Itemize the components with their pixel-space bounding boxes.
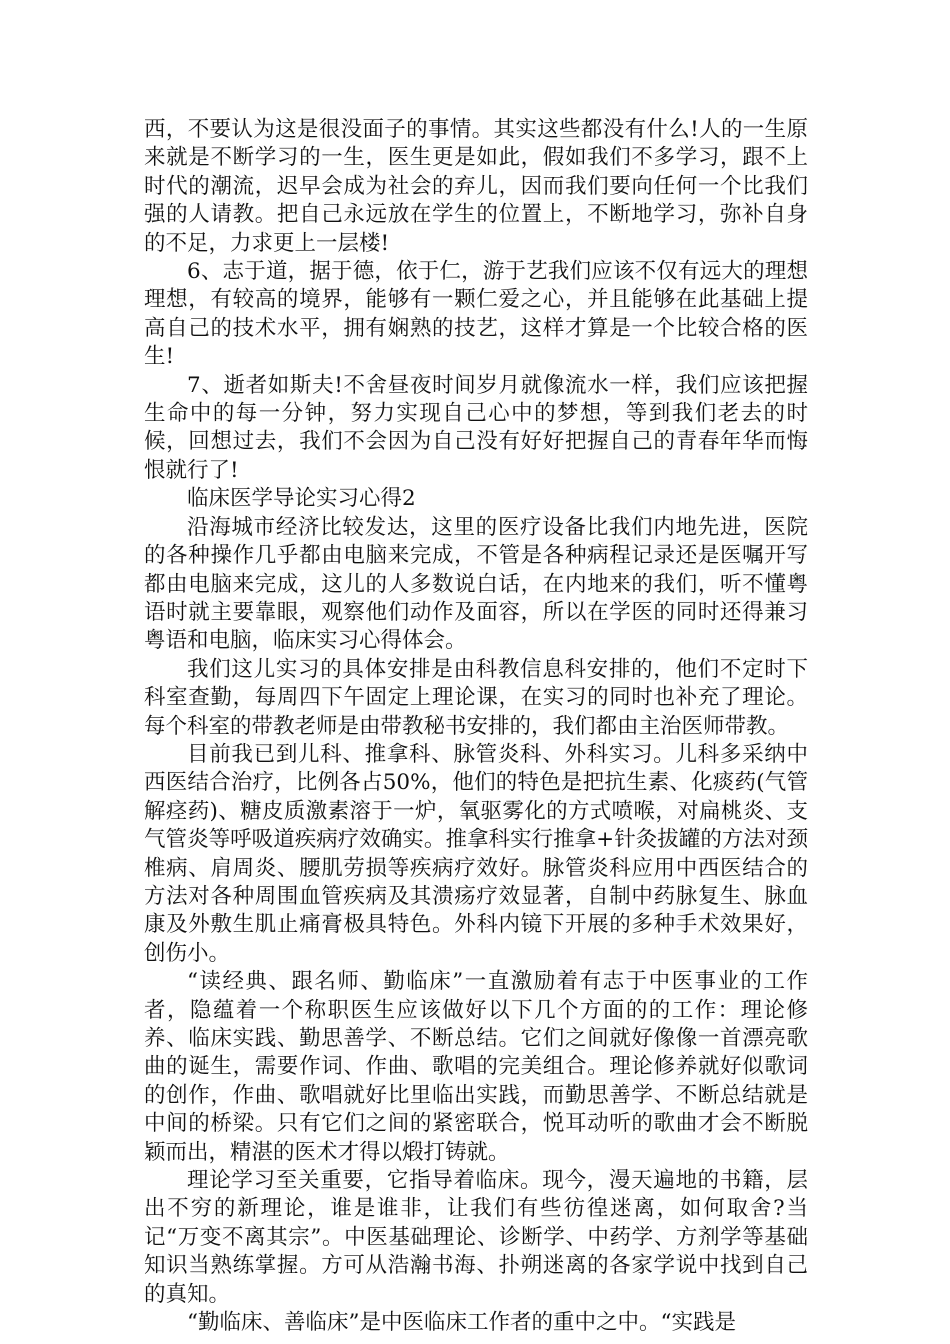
paragraph-3: 7、逝者如斯夫!不舍昼夜时间岁月就像流水一样，我们应该把握生命中的每一分钟，努力实现自己心中的梦想，等到我们老去的时候，回想过去，我们不会因为自己没有好好把握自己的青春年华而悔恨就行了! bbox=[144, 372, 808, 483]
paragraph-1: 西，不要认为这是很没面子的事情。其实这些都没有什么!人的一生原来就是不断学习的一生，医生更是如此，假如我们不多学习，跟不上时代的潮流，迟早会成为社会的弃儿，因而我们要向任何一个比我们强的人请教。把自己永远放在学生的位置上，不断地学习，弥补自身的不足，力求更上一层楼! bbox=[144, 117, 808, 256]
paragraph-7: “读经典、跟名师、勤临床”一直激励着有志于中医事业的工作者，隐蕴着一个称职医生应该做好以下几个方面的的工作：理论修养、临床实践、勤思善学、不断总结。它们之间就好像像一首漂亮歌曲的诞生，需要作词、作曲、歌唱的完美组合。理论修养就好似歌词的创作，作曲、歌唱就好比里临出实践，而勤思善学、不断总结就是中间的桥梁。只有它们之间的紧密联合，悦耳动听的歌曲才会不断脱颖而出，精湛的医术才得以煅打铸就。 bbox=[144, 969, 808, 1165]
paragraph-8: 理论学习至关重要，它指导着临床。现今，漫天遍地的书籍，层出不穷的新理论，谁是谁非，让我们有些彷徨迷离，如何取舍?当记“万变不离其宗”。中医基础理论、诊断学、中药学、方剂学等基础知识当熟练掌握。方可从浩瀚书海、扑朔迷离的各家学说中找到自己的真知。 bbox=[144, 1168, 808, 1307]
paragraph-2: 6、志于道，据于德，依于仁，游于艺我们应该不仅有远大的理想理想，有较高的境界，能够有一颗仁爱之心，并且能够在此基础上提高自己的技术水平，拥有娴熟的技艺，这样才算是一个比较合格的医生! bbox=[144, 259, 808, 370]
section-heading: 临床医学导论实习心得2 bbox=[187, 486, 416, 512]
paragraph-5: 我们这儿实习的具体安排是由科教信息科安排的，他们不定时下科室查勤，每周四下午固定上理论课，在实习的同时也补充了理论。每个科室的带教老师是由带教秘书安排的，我们都由主治医师带教。 bbox=[144, 656, 808, 739]
paragraph-6: 目前我已到儿科、推拿科、脉管炎科、外科实习。儿科多采纳中西医结合治疗，比例各占50%，他们的特色是把抗生素、化痰药(气管解痉药)、糖皮质激素溶于一炉，氧驱雾化的方式喷喉，对扁桃炎、支气管炎等呼吸道疾病疗效确实。推拿科实行推拿+针灸拔罐的方法对颈椎病、肩周炎、腰肌劳损等疾病疗效好。脉管炎科应用中西医结合的方法对各种周围血管疾病及其溃疡疗效显著，自制中药脉复生、脉血康及外敷生肌止痛膏极具特色。外科内镜下开展的多种手术效果好，创伤小。 bbox=[144, 741, 808, 966]
paragraph-4: 沿海城市经济比较发达，这里的医疗设备比我们内地先进，医院的各种操作几乎都由电脑来完成，不管是各种病程记录还是医嘱开写都由电脑来完成，这儿的人多数说白话，在内地来的我们，听不懂粤语时就主要靠眼，观察他们动作及面容，所以在学医的同时还得兼习粤语和电脑，临床实习心得体会。 bbox=[144, 514, 808, 654]
document-page bbox=[144, 116, 808, 1337]
paragraph-9: “勤临床、善临床”是中医临床工作者的重中之中。“实践是 bbox=[187, 1310, 736, 1336]
